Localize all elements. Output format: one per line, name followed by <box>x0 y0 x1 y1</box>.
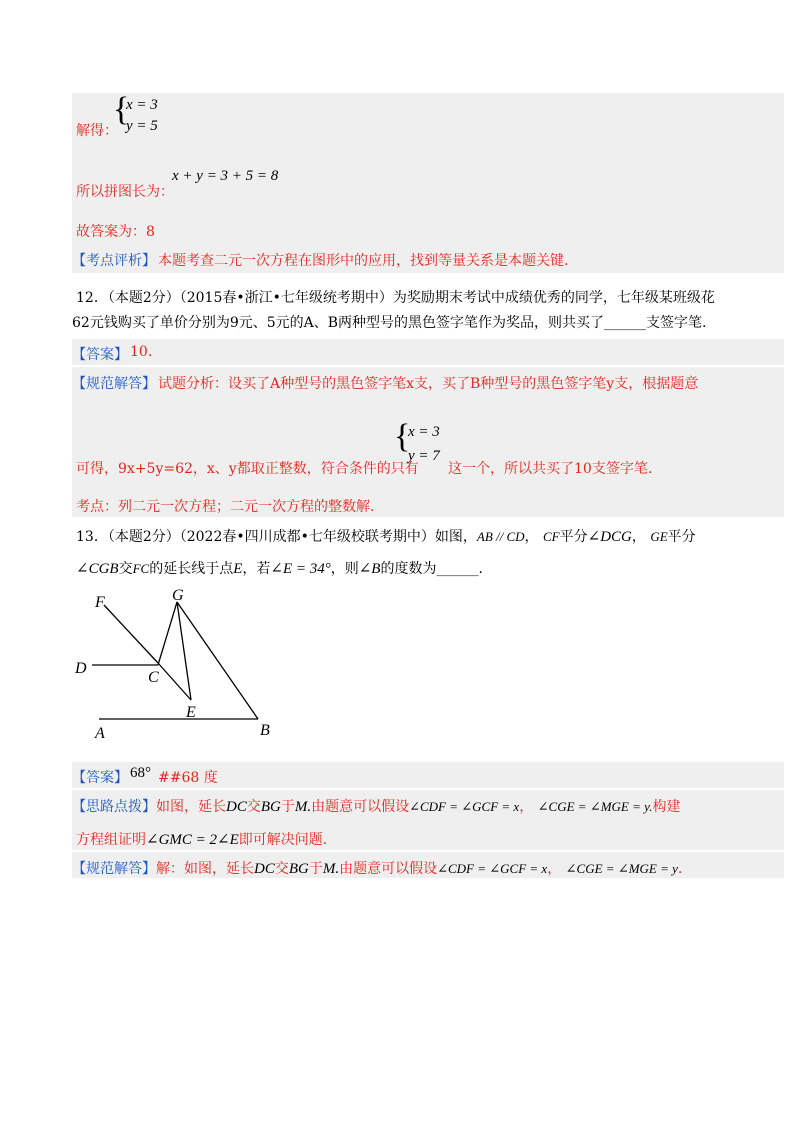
q13-sol-bg: BG <box>288 861 309 877</box>
line-f-c <box>104 605 158 663</box>
q12-line1: 12．（本题2分）（2015春•浙江•七年级统考期中）为奖励期末考试中成绩优秀的同学，七年级某班级花 <box>76 290 715 306</box>
q13-sol-d: 由题意可以假设 <box>339 861 438 877</box>
q13-ab-cd: AB // CD <box>476 529 525 544</box>
q13-hint-a: 如图，延长 <box>156 799 226 815</box>
q13-intro: 13．（本题2分）（2022春•四川成都•七年级校联考期中）如图， <box>76 529 477 545</box>
label-b: B <box>260 722 270 739</box>
q12-answer-value: 10. <box>130 344 153 360</box>
q13-sol-eq2: ∠CGE = ∠MGE = y <box>565 861 678 876</box>
q13-sol-a: 解：如图，延长 <box>156 861 254 877</box>
q13-hint-l2a: 方程组证明 <box>76 832 146 848</box>
q13-angle-dcg: ∠DCG <box>587 529 632 545</box>
review-text: 本题考查二元一次方程在图形中的应用，找到等量关系是本题关键. <box>158 253 569 269</box>
q12-system-y: y = 7 <box>408 448 440 464</box>
q12-answer-band <box>72 339 784 365</box>
q13-line1 <box>76 526 696 546</box>
q12-solution-line2-post: 这一个，所以共买了10支签字笔. <box>448 461 653 477</box>
q13-angle-b: ∠B <box>358 561 381 577</box>
geometry-figure <box>70 585 290 745</box>
q13-sep2: ， <box>631 529 646 545</box>
q13-hint-m: M. <box>294 799 312 815</box>
q12-solution-line1: 试题分析：设买了A种型号的黑色签字笔x支，买了B种型号的黑色签字笔y支，根据题意 <box>158 376 699 392</box>
q13-sol-eq1: ∠CDF = ∠GCF = x <box>437 861 548 876</box>
q13-answer-extra: ##68 度 <box>158 770 218 786</box>
label-g: G <box>172 587 184 604</box>
q13-hint-eq1: ∠CDF = ∠GCF = x <box>409 799 520 814</box>
system-eq-y: y = 5 <box>126 118 158 134</box>
q12-solution-tag: 【规范解答】 <box>72 376 156 392</box>
q13-bisect1: 平分 <box>559 529 588 545</box>
q13-hint-b: 交 <box>246 799 261 815</box>
q13-sol-f: . <box>677 861 683 877</box>
label-f: F <box>95 594 105 611</box>
q13-pt-e: E <box>233 561 243 577</box>
q13-sol-m: M. <box>322 861 340 877</box>
q13-hint-bg: BG <box>260 799 281 815</box>
q13-ge: GE <box>650 529 668 544</box>
review-tag: 【考点评析】 <box>72 253 156 269</box>
q13-sep1: ， <box>524 529 539 545</box>
q13-line2 <box>76 558 483 578</box>
q13-hint-d: 由题意可以假设 <box>311 799 410 815</box>
q13-hint-c: 于 <box>280 799 295 815</box>
q13-answer-value: 68° <box>130 765 151 781</box>
q13-hint-eq3: ∠GMC = 2∠E <box>146 832 239 848</box>
q13-hint-line2 <box>76 829 327 849</box>
q13-answer-tag: 【答案】 <box>72 770 128 786</box>
q13-line2-b: 的延长线于点 <box>149 561 234 577</box>
q12-solution-line2-pre: 可得，9x+5y=62，x、y都取正整数，符合条件的只有 <box>76 461 419 477</box>
q12-system-brace: { <box>394 418 411 455</box>
q12-system-x: x = 3 <box>408 424 440 440</box>
q12-keypoint: 考点：列二元一次方程；二元一次方程的整数解. <box>76 499 375 515</box>
q13-sol-tag: 【规范解答】 <box>72 861 156 877</box>
q13-sol-c: 于 <box>308 861 323 877</box>
q13-hint-eq2: ∠CGE = ∠MGE = y. <box>537 799 653 814</box>
q13-sol-e: ， <box>547 861 562 877</box>
answer-line: 故答案为：8 <box>76 224 155 240</box>
label-d: D <box>75 660 87 677</box>
q13-hint-line1 <box>72 796 680 816</box>
q13-hint-e: ， <box>519 799 534 815</box>
line-g-e <box>177 602 191 700</box>
q13-solution-line <box>72 858 682 878</box>
q13-angle-cgb: ∠CGB <box>76 561 119 577</box>
length-expression: x + y = 3 + 5 = 8 <box>172 168 279 184</box>
q13-hint-dc: DC <box>226 799 247 815</box>
q13-cf: CF <box>543 529 560 544</box>
q13-hint-tag: 【思路点拨】 <box>72 799 156 815</box>
q12-answer-tag: 【答案】 <box>72 347 128 363</box>
q13-sol-dc: DC <box>254 861 275 877</box>
line-c-g <box>158 602 177 665</box>
q13-hint-l2b: 即可解决问题. <box>238 832 328 848</box>
q13-line2-d: ，则 <box>330 561 359 577</box>
line-g-b <box>177 602 258 719</box>
q12-line2: 62元钱购买了单价分别为9元、5元的A、B两种型号的黑色签字笔作为奖品，则共买了______支签字笔. <box>72 315 707 331</box>
q13-line2-a: 交 <box>118 561 133 577</box>
length-label: 所以拼图长为： <box>76 184 174 200</box>
label-e: E <box>186 704 196 721</box>
q13-fc: FC <box>132 561 150 576</box>
q13-line2-c: ，若 <box>242 561 271 577</box>
label-c: C <box>148 669 159 686</box>
q13-line2-e: 的度数为______. <box>380 561 483 577</box>
system-eq-x: x = 3 <box>126 97 158 113</box>
q13-bisect2: 平分 <box>667 529 696 545</box>
solve-label: 解得： <box>76 123 118 139</box>
q13-angle-e: ∠E = 34° <box>270 561 331 577</box>
q13-sol-b: 交 <box>274 861 289 877</box>
label-a: A <box>95 725 105 742</box>
system-brace: { <box>113 91 130 128</box>
q13-hint-f: 构建 <box>652 799 681 815</box>
